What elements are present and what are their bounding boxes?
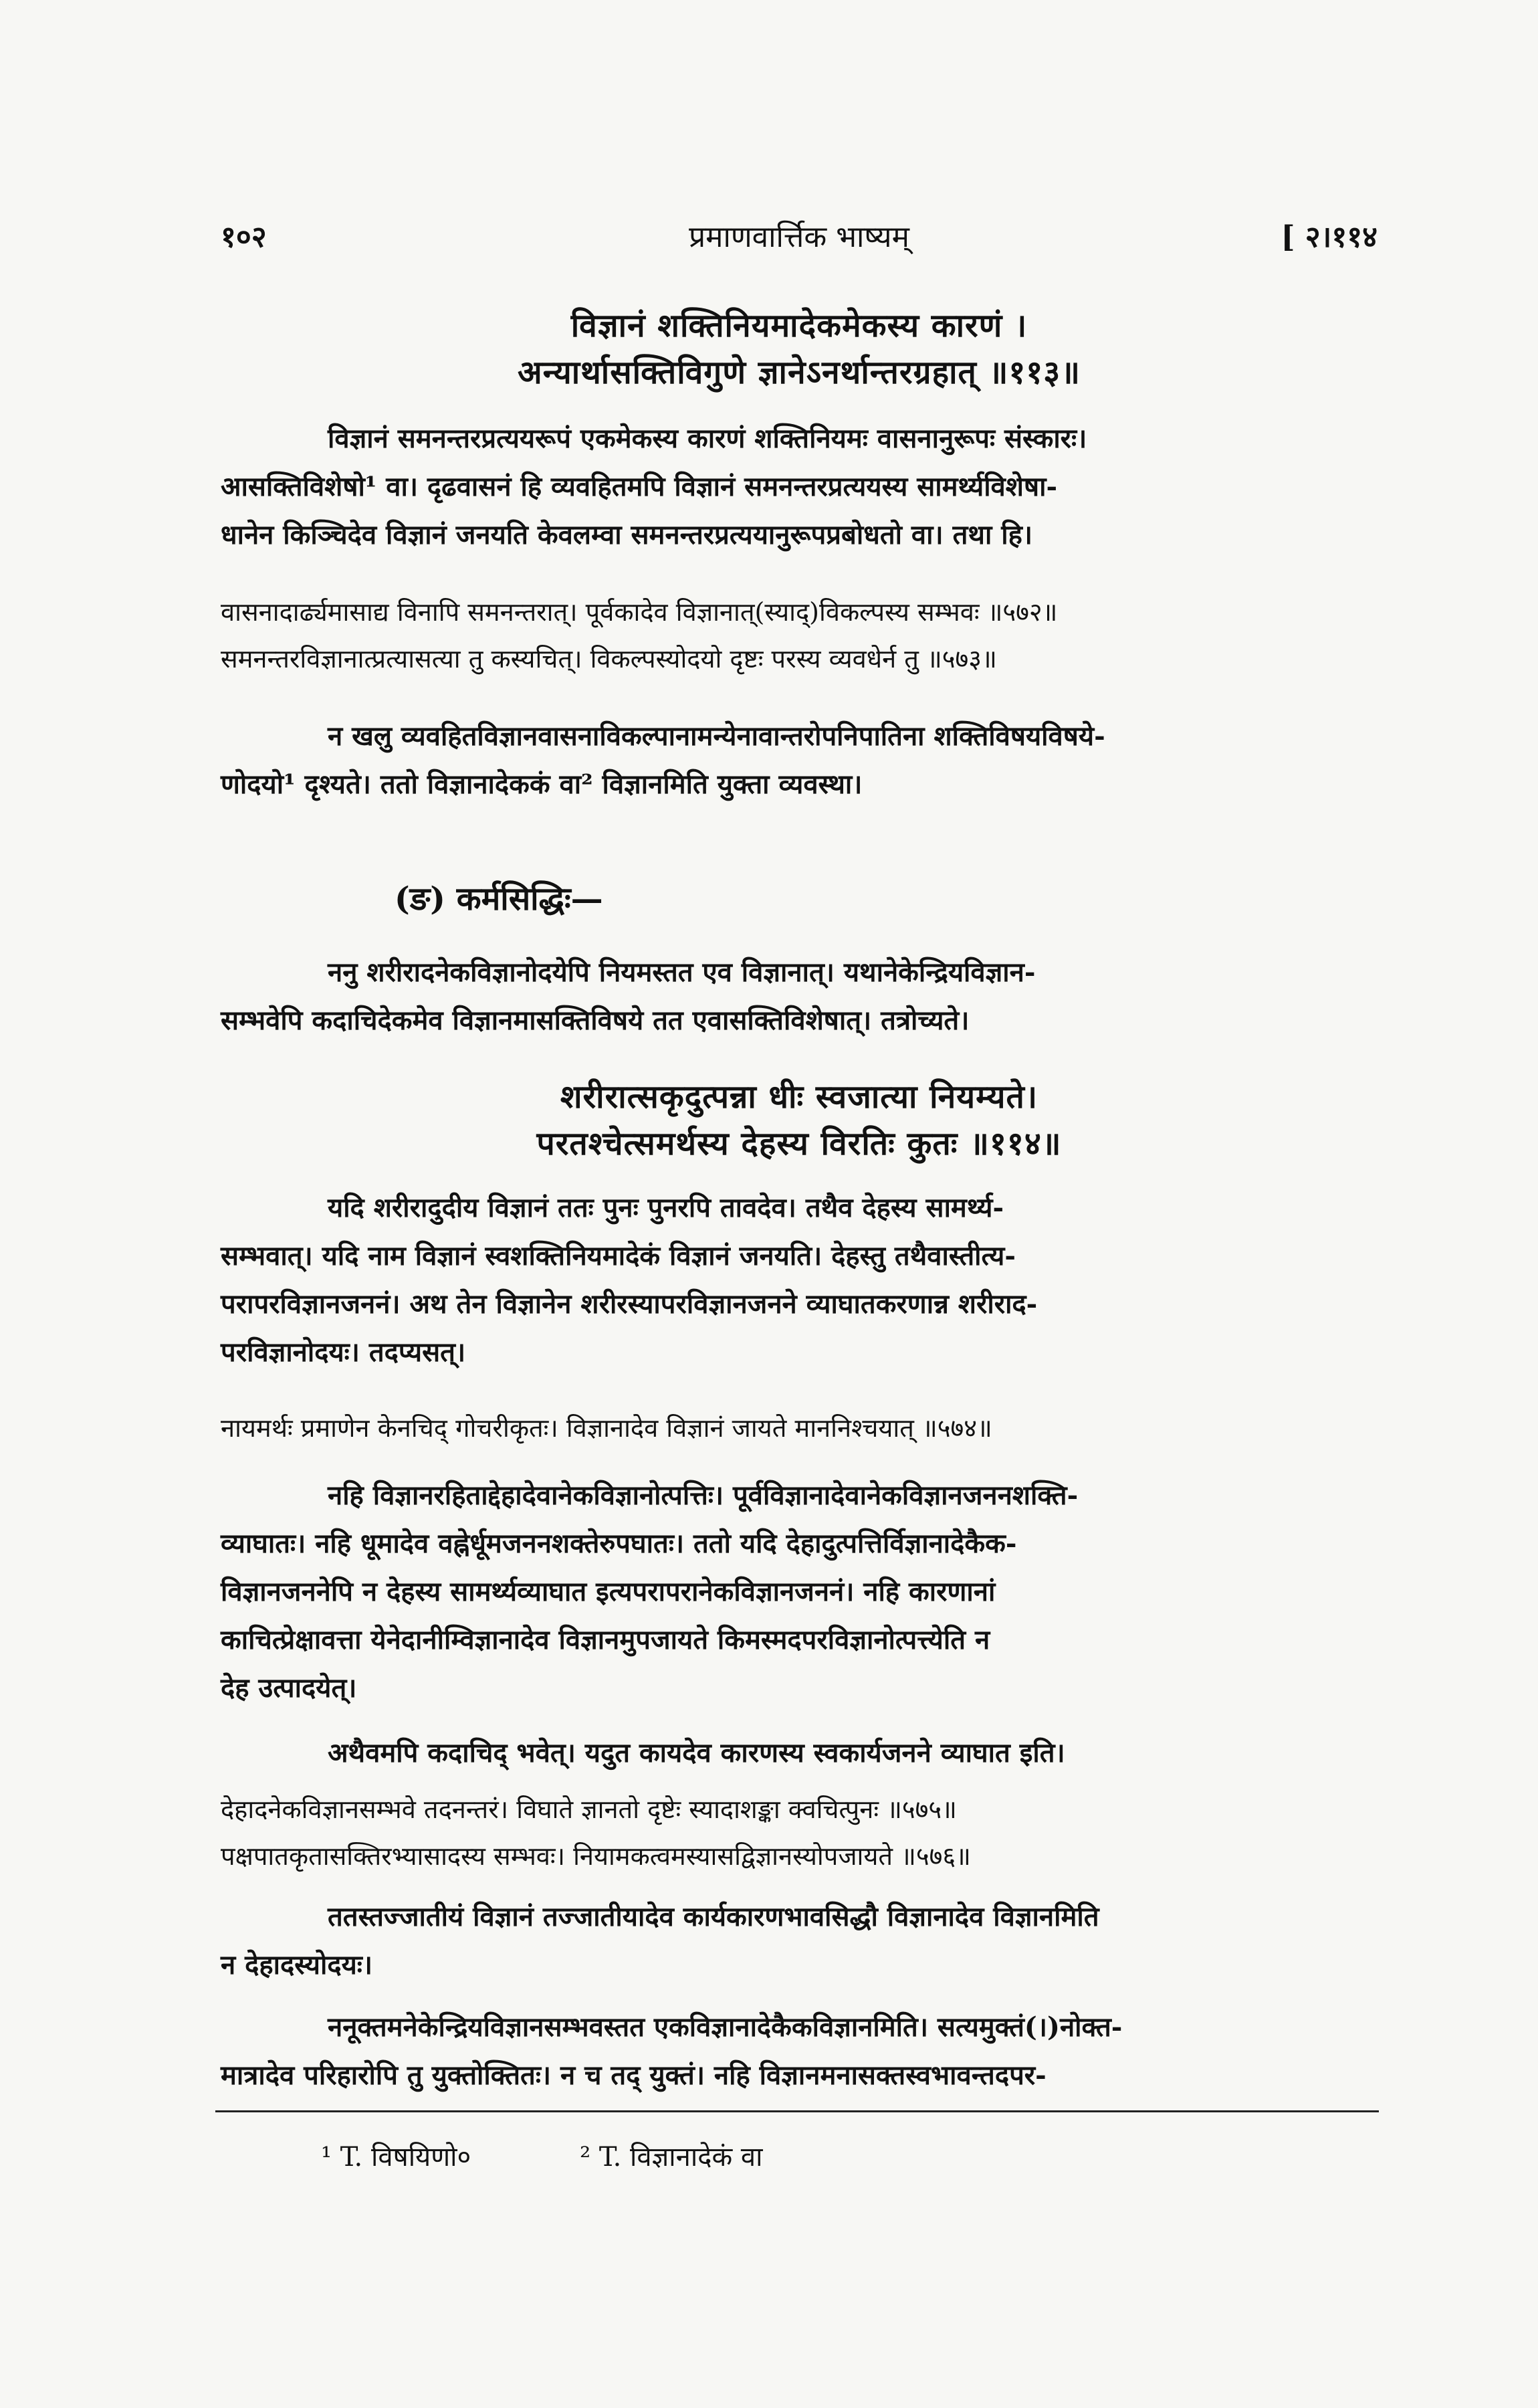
commentary-line: आसक्तिविशेषो¹ वा। दृढवासनं हि व्यवहितमपि विज्ञानं समनन्तरप्रत्ययस्य सामर्थ्यविशेषा- (221, 471, 1058, 502)
commentary-line: न खलु व्यवहितविज्ञानवासनाविकल्पानामन्येनावान्तरोपनिपातिना शक्तिविषयविषये- (328, 720, 1105, 752)
commentary-line: ततस्तज्जातीयं विज्ञानं तज्जातीयादेव कार्यकारणभावसिद्धौ विज्ञानादेव विज्ञानमिति (328, 1901, 1099, 1932)
commentary-paragraph (221, 415, 1378, 559)
karika-block (221, 1405, 1378, 1451)
commentary-line: मात्रादेव परिहारोपि तु युक्तोक्तितः। न च तद् युक्तं। नहि विज्ञानमनासक्तस्वभावन्तदपर- (221, 2060, 1047, 2091)
verse-line: अन्यार्थासक्तिविगुणे ज्ञानेऽनर्थान्तरग्रहात् ॥११३॥ (518, 354, 1081, 391)
commentary-line: विज्ञानजननेपि न देहस्य सामर्थ्यव्याघात इत्यपरापरानेकविज्ञानजननं। नहि कारणानां (221, 1576, 996, 1607)
karika-line: पक्षपातकृतासक्तिरभ्यासादस्य सम्भवः। नियामकत्वमस्यासद्विज्ञानस्योपजायते ॥५७६॥ (221, 1841, 971, 1871)
commentary-line: परापरविज्ञानजननं। अथ तेन विज्ञानेन शरीरस्यापरविज्ञानजनने व्याघातकरणान्न शरीराद- (221, 1288, 1038, 1320)
running-title: प्रमाणवार्त्तिक भाष्यम् (689, 220, 909, 254)
karika-line: समनन्तरविज्ञानात्प्रत्यासत्या तु कस्यचित्। विकल्पस्योदयो दृष्टः परस्य व्यवधेर्न तु ॥५७३॥ (221, 644, 997, 674)
karika-line: वासनादार्ढ्यमासाद्य विनापि समनन्तरात्। पूर्वकादेव विज्ञानात्(स्याद्)विकल्पस्य सम्भवः ॥५७२॥ (221, 597, 1058, 627)
commentary-paragraph (221, 712, 1378, 809)
commentary-paragraph (221, 1184, 1378, 1377)
commentary-paragraph (221, 1893, 1378, 1989)
page-header (221, 215, 1378, 262)
commentary-line: विज्ञानं समनन्तरप्रत्ययरूपं एकमेकस्य कारणं शक्तिनियमः वासनानुरूपः संस्कारः। (328, 423, 1087, 454)
footnote-1: ¹ T. विषयिणो० (321, 2142, 471, 2173)
commentary-line: यदि शरीरादुदीय विज्ञानं ततः पुनः पुनरपि तावदेव। तथैव देहस्य सामर्थ्य- (328, 1192, 1004, 1223)
verse-reference: [ २।११४ (1281, 220, 1378, 254)
commentary-line: काचित्प्रेक्षावत्ता येनेदानीम्विज्ञानादेव विज्ञानमुपजायते किमस्मदपरविज्ञानोत्पत्त्येति न (221, 1624, 990, 1656)
karika-line: नायमर्थः प्रमाणेन केनचिद् गोचरीकृतः। विज्ञानादेव विज्ञानं जायते माननिश्चयात् ॥५७४॥ (221, 1413, 992, 1443)
karika-block (221, 589, 1378, 682)
karika-line: देहादनेकविज्ञानसम्भवे तदनन्तरं। विघाते ज्ञानतो दृष्टेः स्यादाशङ्का क्वचित्पुनः ॥५७५॥ (221, 1795, 957, 1824)
verse-114 (221, 1074, 1378, 1167)
commentary-line: धानेन किञ्चिदेव विज्ञानं जनयति केवलम्वा समनन्तरप्रत्ययानुरूपप्रबोधतो वा। तथा हि। (221, 519, 1033, 550)
commentary-line: सम्भवात्। यदि नाम विज्ञानं स्वशक्तिनियमादेकं विज्ञानं जनयति। देहस्तु तथैवास्तीत्य- (221, 1240, 1016, 1272)
verse-line: परतश्चेत्समर्थस्य देहस्य विरतिः कुतः ॥११४॥ (536, 1125, 1062, 1163)
commentary-line: ननु शरीरादनेकविज्ञानोदयेपि नियमस्तत एव विज्ञानात्। यथानेकेन्द्रियविज्ञान- (328, 957, 1036, 988)
commentary-paragraph (221, 1472, 1378, 1712)
footnote-divider (215, 2110, 1379, 2112)
footnotes (321, 2137, 863, 2174)
commentary-line: अथैवमपि कदाचिद् भवेत्। यदुत कायदेव कारणस्य स्वकार्यजनने व्याघात इति। (328, 1737, 1065, 1769)
verse-line: शरीरात्सकृदुत्पन्ना धीः स्वजात्या नियम्यते। (560, 1078, 1038, 1116)
commentary-paragraph (221, 1729, 1378, 1777)
commentary-paragraph (221, 2003, 1378, 2100)
verse-113 (221, 302, 1378, 396)
footnote-2: ² T. विज्ञानादेकं वा (580, 2142, 763, 2173)
commentary-line: णोदयो¹ दृश्यते। ततो विज्ञानादेककं वा² विज्ञानमिति युक्ता व्यवस्था। (221, 769, 863, 800)
verse-line: विज्ञानं शक्तिनियमादेकमेकस्य कारणं । (570, 307, 1028, 344)
section-heading: (ङ) कर्मसिद्धिः— (395, 880, 603, 918)
page-number: १०२ (221, 220, 267, 254)
commentary-line: नहि विज्ञानरहिताद्देहादेवानेकविज्ञानोत्पत्तिः। पूर्वविज्ञानादेवानेकविज्ञानजननशक्ति- (328, 1480, 1079, 1511)
commentary-line: ननूक्तमनेकेन्द्रियविज्ञानसम्भवस्तत एकविज्ञानादेकैकविज्ञानमिति। सत्यमुक्तं(।)नोक्त- (328, 2011, 1123, 2043)
commentary-line: परविज्ञानोदयः। तदप्यसत्। (221, 1336, 466, 1368)
commentary-line: न देहादस्योदयः। (221, 1949, 373, 1981)
commentary-line: सम्भवेपि कदाचिदेकमेव विज्ञानमासक्तिविषये तत एवासक्तिविशेषात्। तत्रोच्यते। (221, 1005, 970, 1036)
commentary-paragraph (221, 948, 1378, 1045)
karika-block (221, 1786, 1378, 1880)
commentary-line: व्याघातः। नहि धूमादेव वह्नेर्धूमजननशक्तेरुपघातः। ततो यदि देहादुत्पत्तिर्विज्ञानादेकैक- (221, 1528, 1017, 1559)
commentary-line: देह उत्पादयेत्। (221, 1672, 357, 1704)
